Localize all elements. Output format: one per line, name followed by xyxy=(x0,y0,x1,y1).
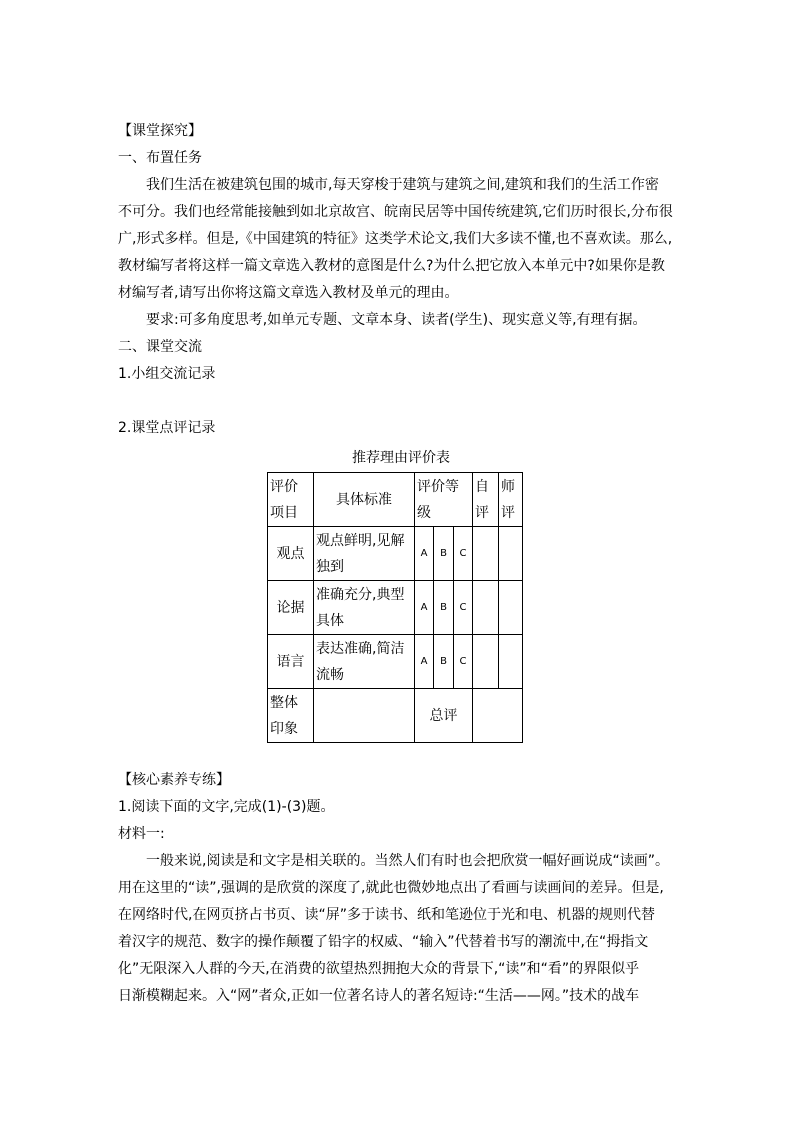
document-page xyxy=(118,118,684,1010)
self-evaluation-cell[interactable] xyxy=(473,581,499,635)
material-line-6: 日渐模糊起来。入“网”者众,正如一位著名诗人的著名短诗:“生活——网。”技术的战车 xyxy=(118,988,640,1004)
grade-c: C xyxy=(454,635,473,689)
task-paragraph xyxy=(118,172,684,307)
overall-row xyxy=(268,689,523,743)
classroom-inquiry-heading: 【课堂探究】 xyxy=(118,123,202,139)
row-criteria: 观点鲜明,见解独到 xyxy=(314,527,415,581)
group-exchange-record: 1.小组交流记录 xyxy=(118,366,216,382)
header-grade-level: 评价等级 xyxy=(415,473,473,527)
row-item: 语言 xyxy=(268,635,314,689)
row-item: 论据 xyxy=(268,581,314,635)
overall-impression-label: 整体印象 xyxy=(268,689,314,743)
requirement-text: 要求:可多角度思考,如单元专题、文章本身、读者(学生)、现实意义等,有理有据。 xyxy=(146,312,647,328)
core-literacy-heading: 【核心素养专练】 xyxy=(118,772,230,788)
self-evaluation-cell[interactable] xyxy=(473,527,499,581)
grade-a: A xyxy=(415,635,434,689)
material-paragraph xyxy=(118,848,684,1010)
table-row xyxy=(268,581,523,635)
grade-b: B xyxy=(434,581,454,635)
table-caption: 推荐理由评价表 xyxy=(352,450,450,466)
classroom-exchange-title: 二、课堂交流 xyxy=(118,339,202,355)
row-criteria: 表达准确,简洁流畅 xyxy=(314,635,415,689)
evaluation-table xyxy=(267,472,523,743)
header-evaluation-item: 评价项目 xyxy=(268,473,314,527)
table-header-row xyxy=(268,473,523,527)
teacher-evaluation-cell[interactable] xyxy=(499,635,523,689)
header-self-evaluation: 自评 xyxy=(473,473,499,527)
assign-task-title: 一、布置任务 xyxy=(118,150,202,166)
material-line-1: 一般来说,阅读是和文字是相关联的。当然人们有时也会把欣赏一幅好画说成“读画”。 xyxy=(146,853,669,869)
header-criteria: 具体标准 xyxy=(314,473,415,527)
task-line-1: 我们生活在被建筑包围的城市,每天穿梭于建筑与建筑之间,建筑和我们的生活工作密 xyxy=(146,177,659,193)
task-line-2: 不可分。我们也经常能接触到如北京故宫、皖南民居等中国传统建筑,它们历时很长,分布很 xyxy=(118,204,673,220)
task-line-4: 教材编写者将这样一篇文章选入教材的意图是什么?为什么把它放入本单元中?如果你是教 xyxy=(118,258,665,274)
table-row xyxy=(268,635,523,689)
self-evaluation-cell[interactable] xyxy=(473,635,499,689)
class-review-record: 2.课堂点评记录 xyxy=(118,420,216,436)
row-item: 观点 xyxy=(268,527,314,581)
grade-a: A xyxy=(415,581,434,635)
grade-b: B xyxy=(434,635,454,689)
task-line-3: 广,形式多样。但是,《中国建筑的特征》这类学术论文,我们大多读不懂,也不喜欢读。那么, xyxy=(118,231,673,247)
grade-a: A xyxy=(415,527,434,581)
grade-c: C xyxy=(454,581,473,635)
grade-c: C xyxy=(454,527,473,581)
task-line-5: 材编写者,请写出你将这篇文章选入教材及单元的理由。 xyxy=(118,285,459,301)
material-line-3: 在网络时代,在网页挤占书页、读“屏”多于读书、纸和笔逊位于光和电、机器的规则代替 xyxy=(118,907,655,923)
teacher-evaluation-cell[interactable] xyxy=(499,581,523,635)
material-line-4: 着汉字的规范、数字的操作颠覆了铅字的权威、“输入”代替着书写的潮流中,在“拇指文 xyxy=(118,934,649,950)
material-label: 材料一: xyxy=(118,826,165,842)
material-line-5: 化”无限深入人群的今天,在消费的欲望热烈拥抱大众的背景下,“读”和“看”的界限似乎 xyxy=(118,961,640,977)
table-row xyxy=(268,527,523,581)
overall-impression-cell[interactable] xyxy=(314,689,415,743)
total-evaluation-label: 总评 xyxy=(415,689,473,743)
header-teacher-evaluation: 师评 xyxy=(499,473,523,527)
row-criteria: 准确充分,典型具体 xyxy=(314,581,415,635)
question-prompt: 1.阅读下面的文字,完成(1)-(3)题。 xyxy=(118,799,335,815)
teacher-evaluation-cell[interactable] xyxy=(499,527,523,581)
grade-b: B xyxy=(434,527,454,581)
total-evaluation-cell[interactable] xyxy=(473,689,523,743)
material-line-2: 用在这里的“读”,强调的是欣赏的深度了,就此也微妙地点出了看画与读画间的差异。但是, xyxy=(118,880,664,896)
